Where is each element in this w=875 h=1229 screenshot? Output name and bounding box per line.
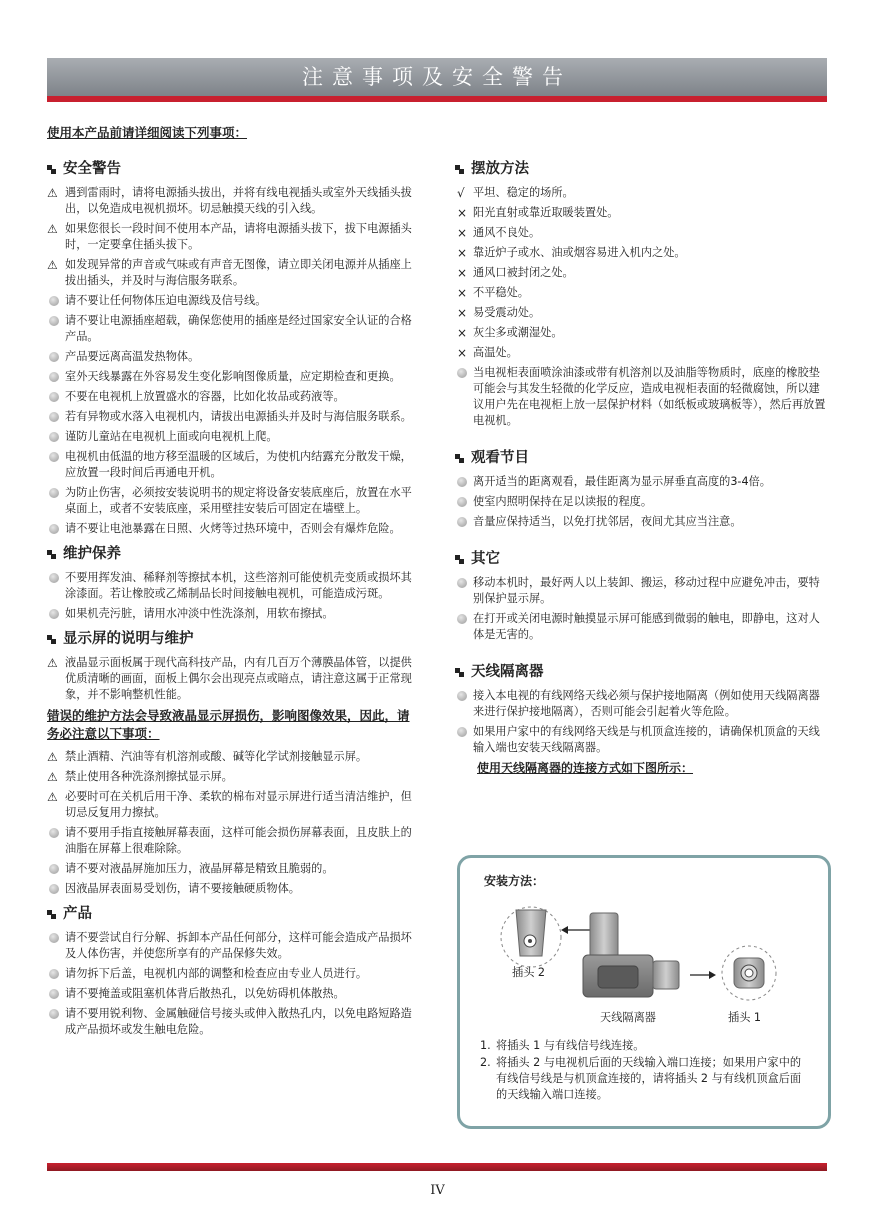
list-item-text: 离开适当的距离观看，最佳距离为显示屏垂直高度的3-4倍。 [473, 475, 771, 488]
list-item [455, 265, 827, 281]
plug1-label: 插头 1 [728, 1011, 762, 1024]
list-item-text: 接入本电视的有线网络天线必须与保护接地隔离（例如使用天线隔离器来进行保护接地隔离），否则可能会引起着火等危险。 [473, 689, 820, 718]
bullet-dot-icon [49, 412, 59, 422]
list-item-text: 液晶显示面板属于现代高科技产品，内有几百万个薄膜晶体管，以提供优质清晰的画面，面板上偶尔会出现亮点或暗点，请注意这属于正常现象，并不影响整机性能。 [65, 656, 412, 701]
list-item-text: 产品要远离高温发热物体。 [65, 350, 200, 363]
section-maintenance-heading [47, 543, 419, 565]
bullet-dot-icon [457, 497, 467, 507]
arrow-right-icon [690, 971, 716, 979]
list-item [47, 521, 419, 537]
isolator-subhead: 使用天线隔离器的连接方式如下图所示： [477, 761, 694, 775]
list-item-text: 如果您很长一段时间不使用本产品，请将电源插头拔下，拔下电源插头时，一定要拿住插头拔下。 [65, 222, 412, 251]
bullet-dot-icon [49, 609, 59, 619]
maintenance-list [47, 570, 419, 622]
bullet-dot-icon [457, 614, 467, 624]
section-marker-icon [47, 549, 57, 559]
placement-list [455, 185, 827, 429]
cross-icon: × [457, 306, 468, 320]
step-number: 1. [480, 1039, 491, 1052]
list-item-text: 阳光直射或靠近取暖装置处。 [473, 206, 619, 219]
bullet-dot-icon [457, 517, 467, 527]
list-item-text: 灰尘多或潮湿处。 [473, 326, 563, 339]
list-item-text: 必要时可在关机后用干净、柔软的棉布对显示屏进行适当清洁维护，但切忌反复用力擦拭。 [65, 790, 412, 819]
page-banner [47, 58, 827, 96]
cross-icon: × [457, 286, 468, 300]
list-item [47, 749, 419, 765]
list-item [47, 861, 419, 877]
section-isolator-heading [455, 661, 827, 683]
section-title: 观看节目 [471, 450, 529, 466]
banner-underline [47, 96, 827, 102]
list-item [455, 474, 827, 490]
bullet-dot-icon [49, 989, 59, 999]
list-item-text: 使室内照明保持在足以读报的程度。 [473, 495, 653, 508]
list-item-text: 禁止酒精、汽油等有机溶剂或酸、碱等化学试剂接触显示屏。 [65, 750, 368, 763]
section-viewing-heading [455, 447, 827, 469]
list-item [455, 575, 827, 607]
cross-icon: × [457, 326, 468, 340]
list-item [455, 345, 827, 361]
bullet-dot-icon [49, 828, 59, 838]
section-marker-icon [455, 554, 465, 564]
install-step [480, 1038, 812, 1054]
bullet-dot-icon [49, 884, 59, 894]
bullet-dot-icon [49, 1009, 59, 1019]
list-item-text: 靠近炉子或水、油或烟容易进入机内之处。 [473, 246, 686, 259]
list-item-text: 音量应保持适当，以免打扰邻居，夜间尤其应当注意。 [473, 515, 742, 528]
cross-icon: × [457, 226, 468, 240]
right-column [455, 152, 827, 776]
list-item-text: 不平稳处。 [473, 286, 529, 299]
list-item-text: 通风口被封闭之处。 [473, 266, 574, 279]
viewing-list [455, 474, 827, 530]
install-steps [480, 1038, 812, 1104]
warning-icon: ⚠ [47, 222, 58, 236]
list-item [47, 429, 419, 445]
list-item-text: 移动本机时，最好两人以上装卸、搬运，移动过程中应避免冲击，要特别保护显示屏。 [473, 576, 820, 605]
section-safety-heading [47, 158, 419, 180]
bullet-dot-icon [49, 352, 59, 362]
list-item [47, 389, 419, 405]
bullet-dot-icon [49, 372, 59, 382]
step-number: 2. [480, 1056, 491, 1069]
warning-icon: ⚠ [47, 258, 58, 272]
warning-icon: ⚠ [47, 790, 58, 804]
warning-icon: ⚠ [47, 656, 58, 670]
list-item [47, 986, 419, 1002]
list-item-text: 因液晶屏表面易受划伤，请不要接触硬质物体。 [65, 882, 300, 895]
list-item-text: 谨防儿童站在电视机上面或向电视机上爬。 [65, 430, 278, 443]
list-item [455, 305, 827, 321]
section-display-heading [47, 628, 419, 650]
list-item [47, 257, 419, 289]
section-other-heading [455, 548, 827, 570]
list-item [47, 485, 419, 517]
warning-icon: ⚠ [47, 770, 58, 784]
install-method-box [457, 855, 831, 1129]
display-warning-subhead: 错误的维护方法会导致液晶显示屏损伤，影响图像效果，因此，请务必注意以下事项： [47, 708, 410, 741]
list-item-text: 如果机壳污脏，请用水冲淡中性洗涤剂，用软布擦拭。 [65, 607, 334, 620]
list-item [47, 789, 419, 821]
check-icon: √ [457, 186, 465, 200]
section-title: 摆放方法 [471, 161, 529, 177]
bullet-dot-icon [49, 316, 59, 326]
other-list [455, 575, 827, 643]
section-marker-icon [455, 164, 465, 174]
bullet-dot-icon [49, 296, 59, 306]
list-item [47, 409, 419, 425]
list-item-text: 请不要让任何物体压迫电源线及信号线。 [65, 294, 267, 307]
list-item [47, 606, 419, 622]
list-item [455, 185, 827, 201]
bullet-dot-icon [49, 524, 59, 534]
bullet-dot-icon [49, 488, 59, 498]
list-item-text: 易受震动处。 [473, 306, 541, 319]
install-step [480, 1055, 812, 1103]
page-number: IV [430, 1183, 445, 1198]
list-item [455, 205, 827, 221]
list-item-text: 如发现异常的声音或气味或有声音无图像，请立即关闭电源并从插座上拔出插头，并及时与海信服务联系。 [65, 258, 412, 287]
list-item-text: 当电视柜表面喷涂油漆或带有机溶剂以及油脂等物质时，底座的橡胶垫可能会与其发生轻微的化学反应，造成电视柜表面的轻微腐蚀，所以建议用户先在电视柜上放一层保护材料（如纸板或玻璃板等），然后再放置电视机。 [473, 366, 826, 427]
bullet-dot-icon [457, 691, 467, 701]
list-item [47, 185, 419, 217]
plug2-icon [501, 907, 561, 967]
list-item-text: 如果用户家中的有线网络天线是与机顶盒连接的，请确保机顶盒的天线输入端也安装天线隔离器。 [473, 725, 820, 754]
list-item [47, 1006, 419, 1038]
banner-title: 注意事项及安全警告 [302, 65, 572, 89]
section-placement-heading [455, 158, 827, 180]
section-marker-icon [47, 164, 57, 174]
list-item-text: 室外天线暴露在外容易发生变化影响图像质量，应定期检查和更换。 [65, 370, 401, 383]
bullet-dot-icon [49, 432, 59, 442]
safety-list [47, 185, 419, 537]
list-item [455, 325, 827, 341]
list-item [455, 494, 827, 510]
list-item-text: 请不要尝试自行分解、拆卸本产品任何部分，这样可能会造成产品损坏及人体伤害，并使您所享有的产品保修失效。 [65, 931, 412, 960]
list-item [455, 285, 827, 301]
list-item [47, 221, 419, 253]
section-marker-icon [47, 634, 57, 644]
display-care-list [47, 749, 419, 897]
section-marker-icon [455, 453, 465, 463]
section-marker-icon [455, 667, 465, 677]
list-item-text: 不要用挥发油、稀释剂等擦拭本机，这些溶剂可能使机壳变质或损坏其涂漆面。若让橡胶或乙烯制品长时间接触电视机，可能造成污斑。 [65, 571, 412, 600]
list-item [47, 369, 419, 385]
footer-bar [47, 1163, 827, 1171]
list-item [455, 365, 827, 429]
list-item [47, 349, 419, 365]
cross-icon: × [457, 266, 468, 280]
list-item-text: 平坦、稳定的场所。 [473, 186, 574, 199]
list-item-text: 为防止伤害，必须按安装说明书的规定将设备安装底座后，放置在水平桌面上，或者不安装底座，采用壁挂安装后可固定在墙壁上。 [65, 486, 412, 515]
list-item [47, 881, 419, 897]
bullet-dot-icon [49, 933, 59, 943]
install-title: 安装方法： [484, 874, 545, 888]
list-item [455, 724, 827, 756]
section-title: 安全警告 [63, 161, 121, 177]
list-item [455, 225, 827, 241]
intro-heading: 使用本产品前请详细阅读下列事项： [47, 125, 248, 140]
bullet-dot-icon [457, 477, 467, 487]
list-item [47, 449, 419, 481]
list-item [47, 966, 419, 982]
list-item [455, 245, 827, 261]
isolator-diagram [460, 858, 828, 1033]
arrow-left-icon [561, 926, 590, 934]
list-item [455, 611, 827, 643]
list-item-text: 请不要掩盖或阻塞机体背后散热孔，以免妨碍机体散热。 [65, 987, 345, 1000]
list-item-text: 请不要用手指直接触屏幕表面，这样可能会损伤屏幕表面，且皮肤上的油脂在屏幕上很难除除。 [65, 826, 412, 855]
section-title: 维护保养 [63, 546, 121, 562]
bullet-dot-icon [49, 392, 59, 402]
isolator-label: 天线隔离器 [600, 1011, 656, 1024]
list-item [47, 655, 419, 703]
bullet-dot-icon [49, 969, 59, 979]
list-item-text: 请不要对液晶屏施加压力，液晶屏幕是精致且脆弱的。 [65, 862, 334, 875]
warning-icon: ⚠ [47, 186, 58, 200]
list-item-text: 高温处。 [473, 346, 518, 359]
list-item-text: 电视机由低温的地方移至温暖的区域后，为使机内结露充分散发干燥，应放置一段时间后再通电开机。 [65, 450, 412, 479]
list-item-text: 不要在电视机上放置盛水的容器，比如化妆品或药液等。 [65, 390, 345, 403]
list-item-text: 通风不良处。 [473, 226, 541, 239]
list-item [47, 313, 419, 345]
list-item-text: 若有异物或水落入电视机内，请拔出电源插头并及时与海信服务联系。 [65, 410, 412, 423]
list-item-text: 在打开或关闭电源时触摸显示屏可能感到微弱的触电，即静电，这对人体是无害的。 [473, 612, 820, 641]
left-column [47, 152, 419, 1042]
bullet-dot-icon [457, 578, 467, 588]
list-item [455, 688, 827, 720]
section-title: 其它 [471, 551, 500, 567]
list-item-text: 请勿拆下后盖，电视机内部的调整和检查应由专业人员进行。 [65, 967, 368, 980]
bullet-dot-icon [457, 368, 467, 378]
isolator-icon [583, 913, 679, 997]
display-list [47, 655, 419, 703]
list-item-text: 遇到雷雨时，请将电源插头拔出，并将有线电视插头或室外天线插头拔出，以免造成电视机损坏。切忌触摸天线的引入线。 [65, 186, 412, 215]
list-item-text: 请不要让电源插座超载，确保您使用的插座是经过国家安全认证的合格产品。 [65, 314, 412, 343]
bullet-dot-icon [49, 864, 59, 874]
section-title: 产品 [63, 906, 92, 922]
plug2-label: 插头 2 [512, 966, 546, 979]
list-item [47, 293, 419, 309]
step-text: 将插头 2 与电视机后面的天线输入端口连接；如果用户家中的有线信号线是与机顶盒连接的，请将插头 2 与有线机顶盒后面的天线输入端口连接。 [496, 1056, 802, 1101]
bullet-dot-icon [457, 727, 467, 737]
plug1-icon [722, 946, 776, 1000]
list-item [47, 570, 419, 602]
list-item-text: 禁止使用各种洗涤剂擦拭显示屏。 [65, 770, 233, 783]
list-item-text: 请不要让电池暴露在日照、火烤等过热环境中，否则会有爆炸危险。 [65, 522, 401, 535]
section-title: 天线隔离器 [471, 664, 544, 680]
cross-icon: × [457, 346, 468, 360]
section-marker-icon [47, 909, 57, 919]
product-list [47, 930, 419, 1038]
isolator-list [455, 688, 827, 756]
section-product-heading [47, 903, 419, 925]
bullet-dot-icon [49, 573, 59, 583]
list-item [455, 514, 827, 530]
list-item [47, 930, 419, 962]
list-item [47, 769, 419, 785]
list-item-text: 请不要用锐利物、金属触碰信号接头或伸入散热孔内，以免电路短路造成产品损坏或发生触电危险。 [65, 1007, 412, 1036]
cross-icon: × [457, 246, 468, 260]
warning-icon: ⚠ [47, 750, 58, 764]
bullet-dot-icon [49, 452, 59, 462]
step-text: 将插头 1 与有线信号线连接。 [496, 1039, 645, 1052]
cross-icon: × [457, 206, 468, 220]
section-title: 显示屏的说明与维护 [63, 631, 194, 647]
list-item [47, 825, 419, 857]
